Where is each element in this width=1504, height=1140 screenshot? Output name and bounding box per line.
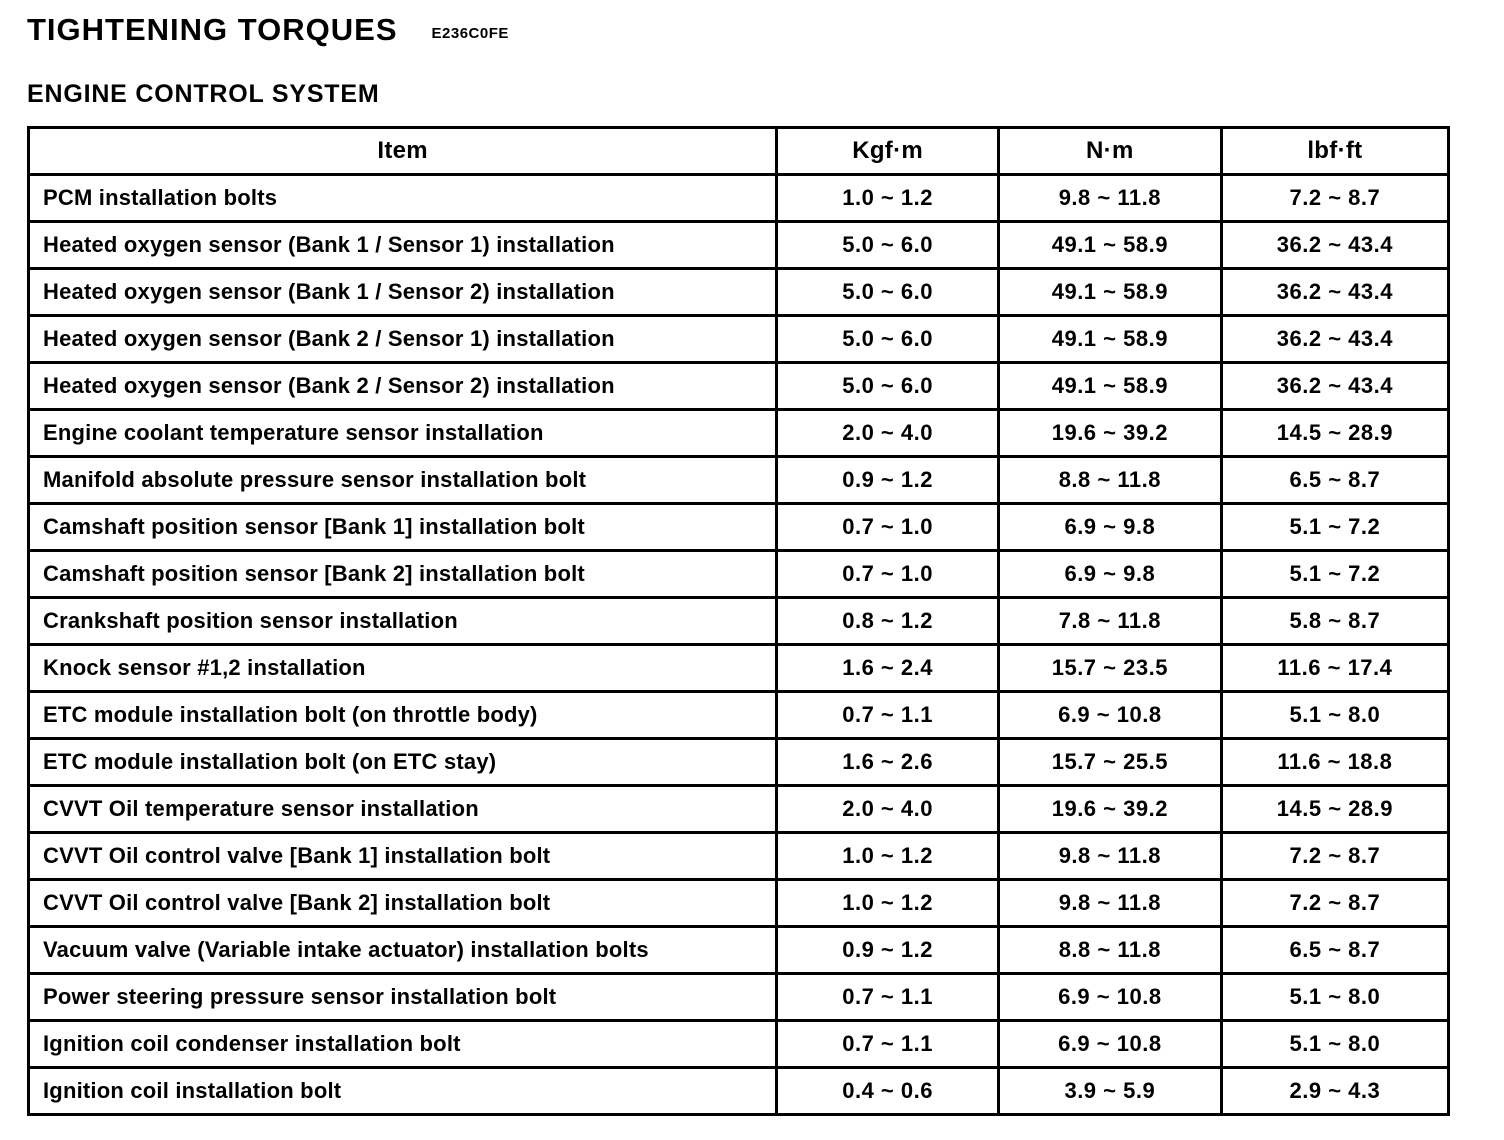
kgfm-cell: 0.7 ~ 1.1	[777, 692, 999, 739]
item-cell: Heated oxygen sensor (Bank 2 / Sensor 2) installation	[29, 363, 777, 410]
table-row	[29, 786, 1449, 833]
kgfm-cell: 2.0 ~ 4.0	[777, 410, 999, 457]
lbfft-cell: 5.1 ~ 7.2	[1221, 504, 1448, 551]
item-cell: Ignition coil condenser installation bolt	[29, 1021, 777, 1068]
title-row	[27, 12, 509, 48]
lbfft-cell: 7.2 ~ 8.7	[1221, 833, 1448, 880]
item-cell: CVVT Oil control valve [Bank 1] installation bolt	[29, 833, 777, 880]
nm-cell: 19.6 ~ 39.2	[998, 786, 1221, 833]
nm-cell: 49.1 ~ 58.9	[998, 316, 1221, 363]
nm-cell: 6.9 ~ 9.8	[998, 551, 1221, 598]
item-cell: Power steering pressure sensor installation bolt	[29, 974, 777, 1021]
table-row	[29, 645, 1449, 692]
table-row	[29, 363, 1449, 410]
table-row	[29, 269, 1449, 316]
item-cell: Camshaft position sensor [Bank 1] installation bolt	[29, 504, 777, 551]
item-cell: ETC module installation bolt (on throttle body)	[29, 692, 777, 739]
col-header-kgfm: Kgf·m	[777, 128, 999, 175]
nm-cell: 6.9 ~ 10.8	[998, 1021, 1221, 1068]
kgfm-cell: 0.7 ~ 1.0	[777, 504, 999, 551]
nm-cell: 9.8 ~ 11.8	[998, 880, 1221, 927]
table-row	[29, 692, 1449, 739]
lbfft-cell: 36.2 ~ 43.4	[1221, 269, 1448, 316]
lbfft-cell: 6.5 ~ 8.7	[1221, 457, 1448, 504]
table-row	[29, 175, 1449, 222]
kgfm-cell: 5.0 ~ 6.0	[777, 269, 999, 316]
table-header-row	[29, 128, 1449, 175]
nm-cell: 8.8 ~ 11.8	[998, 457, 1221, 504]
item-cell: Engine coolant temperature sensor installation	[29, 410, 777, 457]
item-cell: Heated oxygen sensor (Bank 2 / Sensor 1) installation	[29, 316, 777, 363]
lbfft-cell: 36.2 ~ 43.4	[1221, 222, 1448, 269]
nm-cell: 6.9 ~ 9.8	[998, 504, 1221, 551]
lbfft-cell: 5.1 ~ 7.2	[1221, 551, 1448, 598]
nm-cell: 15.7 ~ 25.5	[998, 739, 1221, 786]
kgfm-cell: 1.6 ~ 2.6	[777, 739, 999, 786]
kgfm-cell: 1.6 ~ 2.4	[777, 645, 999, 692]
table-row	[29, 316, 1449, 363]
lbfft-cell: 14.5 ~ 28.9	[1221, 410, 1448, 457]
nm-cell: 8.8 ~ 11.8	[998, 927, 1221, 974]
kgfm-cell: 0.7 ~ 1.1	[777, 1021, 999, 1068]
item-cell: CVVT Oil temperature sensor installation	[29, 786, 777, 833]
table-row	[29, 222, 1449, 269]
item-cell: CVVT Oil control valve [Bank 2] installation bolt	[29, 880, 777, 927]
kgfm-cell: 1.0 ~ 1.2	[777, 833, 999, 880]
kgfm-cell: 1.0 ~ 1.2	[777, 175, 999, 222]
table-row	[29, 880, 1449, 927]
item-cell: ETC module installation bolt (on ETC stay)	[29, 739, 777, 786]
kgfm-cell: 0.9 ~ 1.2	[777, 457, 999, 504]
item-cell: Heated oxygen sensor (Bank 1 / Sensor 2) installation	[29, 269, 777, 316]
lbfft-cell: 5.1 ~ 8.0	[1221, 692, 1448, 739]
lbfft-cell: 7.2 ~ 8.7	[1221, 175, 1448, 222]
col-header-lbfft: lbf·ft	[1221, 128, 1448, 175]
kgfm-cell: 0.9 ~ 1.2	[777, 927, 999, 974]
nm-cell: 49.1 ~ 58.9	[998, 363, 1221, 410]
table-row	[29, 551, 1449, 598]
nm-cell: 19.6 ~ 39.2	[998, 410, 1221, 457]
lbfft-cell: 5.1 ~ 8.0	[1221, 1021, 1448, 1068]
page-title: TIGHTENING TORQUES	[27, 12, 398, 47]
nm-cell: 6.9 ~ 10.8	[998, 974, 1221, 1021]
lbfft-cell: 7.2 ~ 8.7	[1221, 880, 1448, 927]
table-row	[29, 974, 1449, 1021]
nm-cell: 9.8 ~ 11.8	[998, 175, 1221, 222]
lbfft-cell: 11.6 ~ 17.4	[1221, 645, 1448, 692]
nm-cell: 49.1 ~ 58.9	[998, 269, 1221, 316]
doc-code: E236C0FE	[431, 25, 509, 42]
kgfm-cell: 0.4 ~ 0.6	[777, 1068, 999, 1115]
lbfft-cell: 5.1 ~ 8.0	[1221, 974, 1448, 1021]
nm-cell: 7.8 ~ 11.8	[998, 598, 1221, 645]
nm-cell: 49.1 ~ 58.9	[998, 222, 1221, 269]
item-cell: Ignition coil installation bolt	[29, 1068, 777, 1115]
table-row	[29, 739, 1449, 786]
item-cell: Crankshaft position sensor installation	[29, 598, 777, 645]
lbfft-cell: 5.8 ~ 8.7	[1221, 598, 1448, 645]
table-row	[29, 504, 1449, 551]
kgfm-cell: 5.0 ~ 6.0	[777, 363, 999, 410]
table-row	[29, 927, 1449, 974]
nm-cell: 15.7 ~ 23.5	[998, 645, 1221, 692]
lbfft-cell: 6.5 ~ 8.7	[1221, 927, 1448, 974]
kgfm-cell: 0.7 ~ 1.1	[777, 974, 999, 1021]
table-row	[29, 457, 1449, 504]
col-header-item: Item	[29, 128, 777, 175]
table-row	[29, 833, 1449, 880]
section-title: ENGINE CONTROL SYSTEM	[27, 80, 380, 108]
torque-table	[27, 126, 1450, 1116]
nm-cell: 6.9 ~ 10.8	[998, 692, 1221, 739]
item-cell: Camshaft position sensor [Bank 2] installation bolt	[29, 551, 777, 598]
nm-cell: 9.8 ~ 11.8	[998, 833, 1221, 880]
kgfm-cell: 5.0 ~ 6.0	[777, 222, 999, 269]
table-row	[29, 1021, 1449, 1068]
kgfm-cell: 1.0 ~ 1.2	[777, 880, 999, 927]
lbfft-cell: 36.2 ~ 43.4	[1221, 363, 1448, 410]
lbfft-cell: 2.9 ~ 4.3	[1221, 1068, 1448, 1115]
table-row	[29, 410, 1449, 457]
kgfm-cell: 2.0 ~ 4.0	[777, 786, 999, 833]
table-row	[29, 598, 1449, 645]
table-row	[29, 1068, 1449, 1115]
item-cell: PCM installation bolts	[29, 175, 777, 222]
col-header-nm: N·m	[998, 128, 1221, 175]
item-cell: Heated oxygen sensor (Bank 1 / Sensor 1) installation	[29, 222, 777, 269]
kgfm-cell: 5.0 ~ 6.0	[777, 316, 999, 363]
lbfft-cell: 14.5 ~ 28.9	[1221, 786, 1448, 833]
lbfft-cell: 11.6 ~ 18.8	[1221, 739, 1448, 786]
item-cell: Manifold absolute pressure sensor installation bolt	[29, 457, 777, 504]
item-cell: Knock sensor #1,2 installation	[29, 645, 777, 692]
nm-cell: 3.9 ~ 5.9	[998, 1068, 1221, 1115]
kgfm-cell: 0.8 ~ 1.2	[777, 598, 999, 645]
lbfft-cell: 36.2 ~ 43.4	[1221, 316, 1448, 363]
kgfm-cell: 0.7 ~ 1.0	[777, 551, 999, 598]
item-cell: Vacuum valve (Variable intake actuator) installation bolts	[29, 927, 777, 974]
